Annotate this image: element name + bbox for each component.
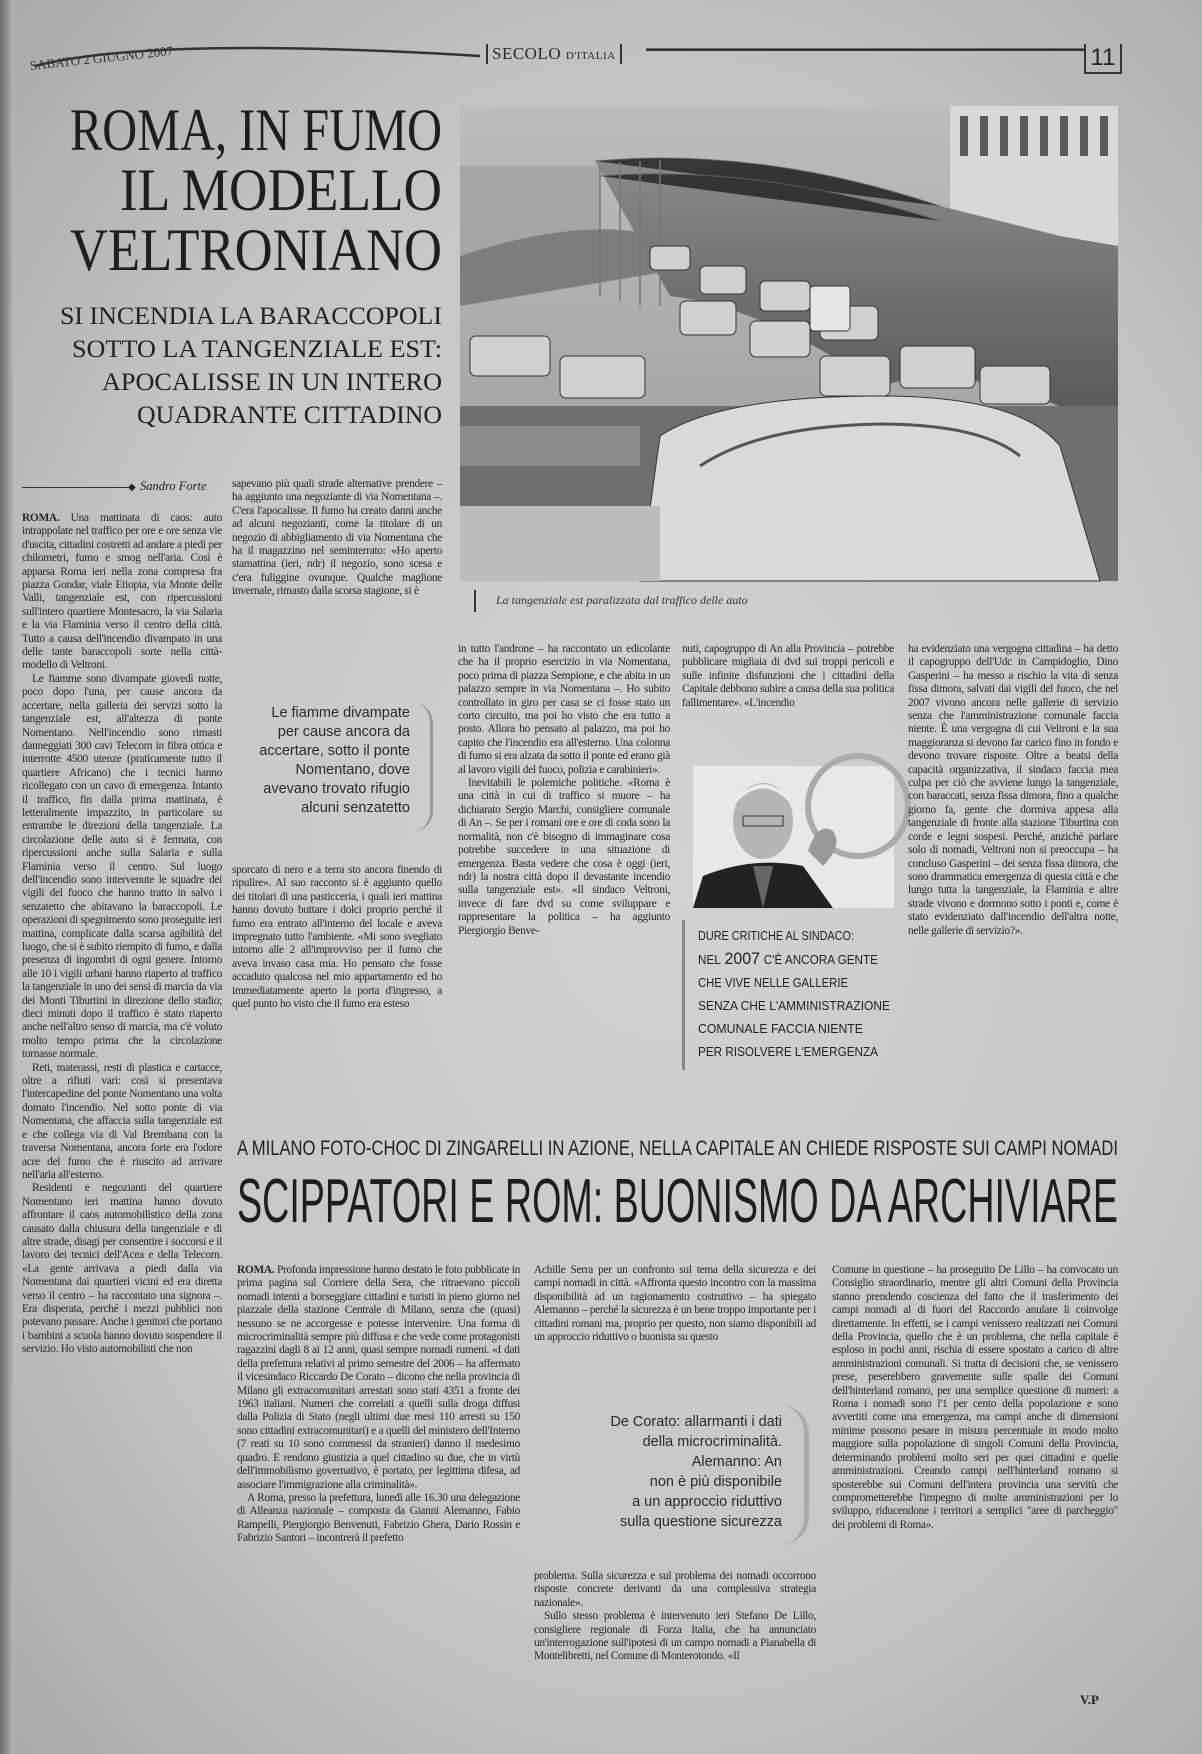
- caption-line: [698, 949, 886, 968]
- dateline: ROMA.: [22, 512, 60, 524]
- pull-quote-line: accertare, sotto il ponte: [259, 743, 410, 759]
- article1-column-2-top: [232, 478, 442, 678]
- portrait-caption-bar: [682, 920, 685, 1070]
- paragraph: [22, 512, 222, 673]
- subhead-line: APOCALISSE IN UN INTERO: [102, 369, 442, 396]
- article2-column-2-top: [534, 1264, 816, 1384]
- paragraph: Achille Serra per un confronto sul tema della sicurezza e dei campi nomadi in città. «Affronta questo incontro con la massima disponibilità ad un ragionamento costruttivo – ha spiegato Alemanno – perché la sicurezza è un bene troppo importante per i cittadini romani ma, proprio per questo, non siamo disponibili ad un approccio riduttivo o buonista su questo: [534, 1264, 816, 1344]
- article2-kicker: [237, 1134, 1118, 1160]
- pull-quote-line: non è più disponibile: [649, 1474, 782, 1490]
- article1-column-2-bottom: [232, 864, 442, 1079]
- newspaper-name-main: SECOLO: [492, 44, 562, 63]
- paragraph: Le fiamme sono divampate giovedì notte, poco dopo l'una, per cause ancora da accertare, nella galleria dei servizi sotto la tangenziale est, all'altezza di ponte Nomentano. Nell'incendio sono rimasti danneggiati 300 cavi Telecom in fibra ottica e interrotte 4500 utenze (praticamente tutto il quartiere Africano) che i tecnici hanno ricollegato con un cavo di emergenza. Intanto il traffico, fin dalla prima mattinata, è letteralmente impazzito, in particolare su entrambe le direzioni della tangenziale. La circolazione delle auto si è fermata, con ripercussioni anche sulla Salaria e sulla Flaminia verso il centro. Sul luogo dell'incendio sono intervenute le squadre dei vigili del fuoco che hanno tratto in salvo i senzatetto che abitavano la baraccopoli. Le operazioni di spegnimento sono proseguite ieri mattina, complicate dalla scarsa agibilità del luogo, che si è subito riempito di fumo, e dalla presenza di ingombri di ogni genere. Intorno alle 10 i vigili urbani hanno riaperto al traffico la tangenziale in uno dei sensi di marcia da via dei Monti Tiburtini in direzione dello stadio; dieci minuti dopo il traffico è stato riaperto anche nell'altro senso di marcia, ma c'è voluto molto tempo prima che la circolazione tornasse normale.: [22, 672, 222, 1061]
- article1-column-5: [908, 643, 1118, 1081]
- header-date: SABATO 2 GIUGNO 2007: [29, 43, 174, 73]
- paragraph: problema. Sulla sicurezza e sul problema dei nomadi occorrono risposte concrete derivanti da una complessiva strategia nazionale».: [534, 1570, 816, 1609]
- article2-column-1: [237, 1264, 520, 1740]
- page-binding-shadow: [0, 0, 14, 1754]
- paragraph-text: Profonda impressione hanno destato le foto pubblicate in prima pagina sul Corriere della Sera, che ritraevano piccoli nomadi intenti a borseggiare cittadini e turisti in pieno giorno nel piazzale della stazione Centrale di Milano, senza che (quasi) nessuno se ne accorgesse e potesse intervenire. Una forma di microcriminalità sempre più diffusa e che vede come protagonisti ragazzini dagli 8 ai 12 anni, quasi sempre nomadi rumeni. «I dati della prefettura relativi al primo semestre del 2006 – ha affermato il vicesindaco Riccardo De Corato – dicono che nella provincia di Milano gli extracomunitari arrestati sono stati 4351 a fronte dei 1963 italiani. Numeri che correlati a quelli sulla droga diffusi dalla Polizia di Stato (negli ultimi due mesi 110 arresti su 150 sono cittadini extracomunitari) e a quelli del ministero dell'Interno (7 reati su 10 sono commessi da stranieri) danno il medesimo quadro. E rendono giustizia a quel cittadino su due, che in virtù dell'immobilismo governativo, è portato, per legittima difesa, ad associare l'immigrazione alla criminalità».: [237, 1264, 520, 1491]
- paragraph: sporcato di nero e a terra sto ancora finendo di ripulire». Al suo racconto si è aggiunto quello dei titolari di una pasticceria, i quali ieri mattina hanno dovuto buttare i dolci proprio perché il fumo era entrato all'interno del locale e aveva impregnato tutto l'ambiente. «Mi sono svegliato intorno alle 2 all'improvviso per il fumo che aveva invaso casa mia. Ho pensato che fosse accaduto qualcosa nel mio appartamento ed ho immediatamente aperto la porta d'ingresso, a quel punto ho visto che il fumo era esteso: [232, 864, 442, 1011]
- paragraph: [237, 1264, 520, 1492]
- pull-quote-brace: [412, 702, 433, 832]
- diamond-icon: ◆: [128, 482, 136, 493]
- article1-column-4: [682, 643, 894, 753]
- portrait-caption: [698, 920, 894, 1070]
- article1-headline: [30, 97, 442, 283]
- paragraph: Sullo stesso problema è intervenuto ieri Stefano De Lillo, consigliere regionale di Forza Italia, che ha annunciato un'interrogazione sull'ipotesi di un campo nomadi a Pianabella di Montelibretti, nel Comune di Monterotondo. «Il: [534, 1610, 816, 1663]
- paragraph: Residenti e negozianti del quartiere Nomentano ieri mattina hanno dovuto affrontare il caos automobilistico della zona causato dalla chiusura della tangenziale e di altre strade, disagi per consentire i soccorsi e il lavoro dei tecnici dell'Acea e della Telecom. «La gente arrivava a piedi dalla via Nomentana dai quartieri vicini ed era diretta verso il centro – ha raccontato una signora –. Era disperata, perché i mezzi pubblici non potevano passare. Anche i genitori che portano i bambini a scuola hanno dovuto sospendere il servizio. Ho visto automobilisti che non: [22, 1182, 222, 1356]
- paragraph: Comune in questione – ha proseguito De Lillo – ha convocato un Consiglio straordinario, mentre gli altri Comuni della Provincia stanno prendendo coscienza del fatto che il trasferimento dei campi nomadi al di fuori del Raccordo anulare li coinvolge direttamente. In effetti, se i campi venissero realizzati nei Comuni della Provincia, quello che è un problema, che nella capitale è esploso in pochi anni, rischia di essere spostato a carico di altre amministrazioni comunali. Si tratta di decisioni che, se venissero prese, peserebbero gravemente sulle spalle dei Comuni dell'hinterland romano, per una semplice questione di numeri: a Roma i nomadi sono l'1 per cento della popolazione e sono avvertiti come una emergenza, ma campi anche di dimensioni minime possono pesare in misura percentuale in modo molto maggiore sulla popolazione di singoli Comuni della Provincia, determinando problemi molto seri per quei cittadini e quelle amministrazioni. Creando campi nell'hinterland romano si sposterebbe sui Comuni dell'intera provincia una servitù che comprometterebbe l'impegno di molte amministrazioni per lo sviluppo, riducendone i territori a semplici "aree di parcheggio" dei problemi di Roma».: [832, 1264, 1118, 1531]
- article2-column-2-bottom: [534, 1570, 816, 1740]
- paragraph: Reti, materassi, resti di plastica e cartacce, oltre a rifiuti vari: così si presentava l'intercapedine del ponte Nomentano una volta domato l'incendio. Nel sotto ponte di via Nomentana, che affaccia sulla tangenziale est e che collega via di Val Brembana con la traversa Nomentana, ancora forte era l'odore acre del fumo che è riuscito ad arrivare nell'aria all'esterno.: [22, 1061, 222, 1181]
- paragraph: sapevano più quali strade alternative prendere – ha aggiunto una negoziante di via Nomentana –. C'era l'apocalisse. Il fumo ha creato danni anche ad alcuni negozianti, come la titolare di un negozio di abbigliamento di via Nomentana che ha il magazzino nel seminterrato: «Ho aperto stamattina (ieri, ndr) il negozio, sono scesa e c'era fuliggine ovunque. Qualche maglione invernale, rimasto dalla scorsa stagione, si è: [232, 478, 442, 598]
- photo-caption: La tangenziale est paralizzata dal traffico delle auto: [496, 593, 748, 607]
- author-signature: V.P: [1080, 1692, 1099, 1707]
- pull-quote-line: della microcriminalità.: [642, 1434, 782, 1450]
- caption-line: senza che l'amministrazione: [698, 999, 890, 1013]
- subhead-line: SOTTO LA TANGENZIALE EST:: [72, 336, 442, 363]
- subhead-line: SI INCENDIA LA BARACCOPOLI: [60, 303, 442, 330]
- headline-text: SCIPPATORI E ROM: BUONISMO DA ARCHIVIARE: [237, 1167, 1118, 1236]
- pull-quote-line: alcuni senzatetto: [301, 800, 410, 816]
- headline-line: IL MODELLO: [120, 157, 442, 223]
- caption-text: nel: [698, 953, 723, 967]
- byline-rule: [22, 487, 132, 488]
- article1-column-3: [458, 643, 670, 1081]
- pull-quote-line: avevano trovato rifugio: [263, 781, 410, 797]
- paragraph: A Roma, presso la prefettura, lunedì alle 16.30 una delegazione di Alleanza nazionale – composta da Gianni Alemanno, Fabio Rampelli, Piergiorgio Benvenuti, Fabrizio Ghera, Dario Rossin e Fabrizio Santori – incontrerà il prefetto: [237, 1491, 520, 1545]
- pull-quote-line: De Corato: allarmanti i dati: [610, 1414, 782, 1430]
- kicker-text: A MILANO FOTO-CHOC DI ZINGARELLI IN AZIONE, NELLA CAPITALE AN CHIEDE RISPOSTE SUI CAMPI NOMADI: [237, 1137, 1118, 1160]
- caption-line: che vive nelle gallerie: [698, 976, 848, 990]
- headline-line: VELTRONIANO: [70, 217, 442, 283]
- pull-quote-line: Nomentano, dove: [295, 762, 410, 778]
- newspaper-name: [486, 44, 622, 64]
- caption-text: c'è ancora gente: [763, 953, 886, 967]
- pull-quote-line: sulla questione sicurezza: [619, 1514, 782, 1530]
- article2-pull-quote: [560, 1412, 782, 1532]
- portrait-photo: [693, 766, 894, 908]
- newspaper-name-suffix: D'ITALIA: [565, 50, 616, 62]
- traffic-photo: [460, 106, 1118, 581]
- subhead-line: QUADRANTE CITTADINO: [137, 402, 442, 429]
- caption-year: 2007: [724, 949, 763, 968]
- pull-quote-line: a un approccio riduttivo: [632, 1494, 782, 1510]
- caption-line: Dure critiche al sindaco:: [698, 929, 854, 943]
- paragraph-text: Una mattinata di caos: auto intrappolate nel traffico per ore e ore senza vie d'uscita, cittadini costretti ad andare a piedi per chilometri, fumo e smog nell'aria. Così è apparsa Roma ieri nella zona compresa fra piazza Gondar, viale Etiopia, via Monte delle Valli, tangenziale est, con ripercussioni sull'intero quartiere Montesacro, la via Salaria e la via Flaminia verso il centro della città. Tutto a causa dell'incendio divampato in una delle tante baraccopoli sorte nella città-modello di Veltroni.: [22, 512, 222, 672]
- article1-pull-quote: [232, 704, 410, 818]
- header-rule: [646, 48, 1084, 51]
- article1-subhead: [30, 300, 442, 440]
- byline: Sandro Forte: [140, 479, 207, 493]
- paragraph: ha evidenziato una vergogna cittadina – ha detto il capogruppo dell'Udc in Campidoglio, Dino Gasperini – ha messo a rischio la vita di senza fissa dimora, salvati dai vigili del fuoco, che nel 2007 vivono ancora nelle gallerie di servizio senza che l'amministrazione comunale faccia niente. È una vergogna di cui Veltroni e la sua maggioranza si devono far carico fino in fondo e devono trovare risposte. Oltre a beatsi della capacità organizzativa, il sindaco faccia mea culpa per ciò che avviene lungo la tangenziale, con baraccati, senza fissa dimora, fino a qualche giorno fa, gente che dormiva appesa alla tangenziale di fronte alla stazione Tiburtina con corde e legni sospesi. Perché, anziché parlare solo di nomadi, Veltroni non si preoccupa – ha concluso Gasperini – dei senza fissa dimora, che sono drammatica emergenza di questa città e che lungo tutta la tangenziale, la Flaminia e altre strade vivono e dormono sotto i ponti e, come è stato evidenziato dall'incendio dell'altra notte, nelle gallerie di servizio?».: [908, 643, 1118, 937]
- article2-column-3: [832, 1264, 1118, 1684]
- pull-quote-brace: [780, 1405, 809, 1545]
- pull-quote-line: Alemanno: An: [691, 1454, 782, 1470]
- pull-quote-line: per cause ancora da: [277, 724, 410, 740]
- headline-line: ROMA, IN FUMO: [70, 97, 442, 163]
- paragraph: nuti, capogruppo di An alla Provincia – potrebbe pubblicare migliaia di dvd sui troppi pericoli e sulle infinite disfunzioni che i cittadini della Capitale debbono subire a causa della sua politica fallimentare». «L'incendio: [682, 643, 894, 709]
- paragraph: in tutto l'androne – ha raccontato un edicolante che ha il proprio esercizio in via Nomentana, poco prima di piazza Sempione, e che abita in un palazzo sempre in via Nomentana –. Ho subito controllato in giro per casa se ci fosse stato un corto circuito, ma poi ho visto che era tutto a posto. Allora ho pensato al palazzo, ma poi ho capito che l'incendio era all'esterno. Una colonna di fumo si era alzata da sotto il ponte ed erano già al lavoro vigili del fuoco, polizia e carabinieri».: [458, 643, 670, 776]
- caption-bar: [474, 590, 476, 612]
- article1-column-1: [22, 512, 222, 1742]
- paragraph: Inevitabili le polemiche politiche. «Roma è una città in cui di traffico si muore – ha dichiarato Sergio Marchi, consigliere comunale di An –. Se per i romani ore e ore di coda sono la normalità, non c'è bisogno di immaginare cosa potrebbe succedere in una situazione di emergenza. Basta vedere che cosa è oggi (ieri, ndr) la nostra città dopo il devastante incendio sulla tangenziale est». «Il sindaco Veltroni, invece di fare dvd su come sviluppare e rappresentare la politica – ha aggiunto Piergiorgio Benve-: [458, 777, 670, 937]
- dateline: ROMA.: [237, 1264, 275, 1276]
- caption-line: per risolvere l'emergenza: [698, 1045, 879, 1059]
- article2-headline: [237, 1160, 1118, 1234]
- page-number: 11: [1084, 44, 1122, 74]
- caption-line: comunale faccia niente: [698, 1022, 863, 1036]
- pull-quote-line: Le fiamme divampate: [271, 705, 410, 721]
